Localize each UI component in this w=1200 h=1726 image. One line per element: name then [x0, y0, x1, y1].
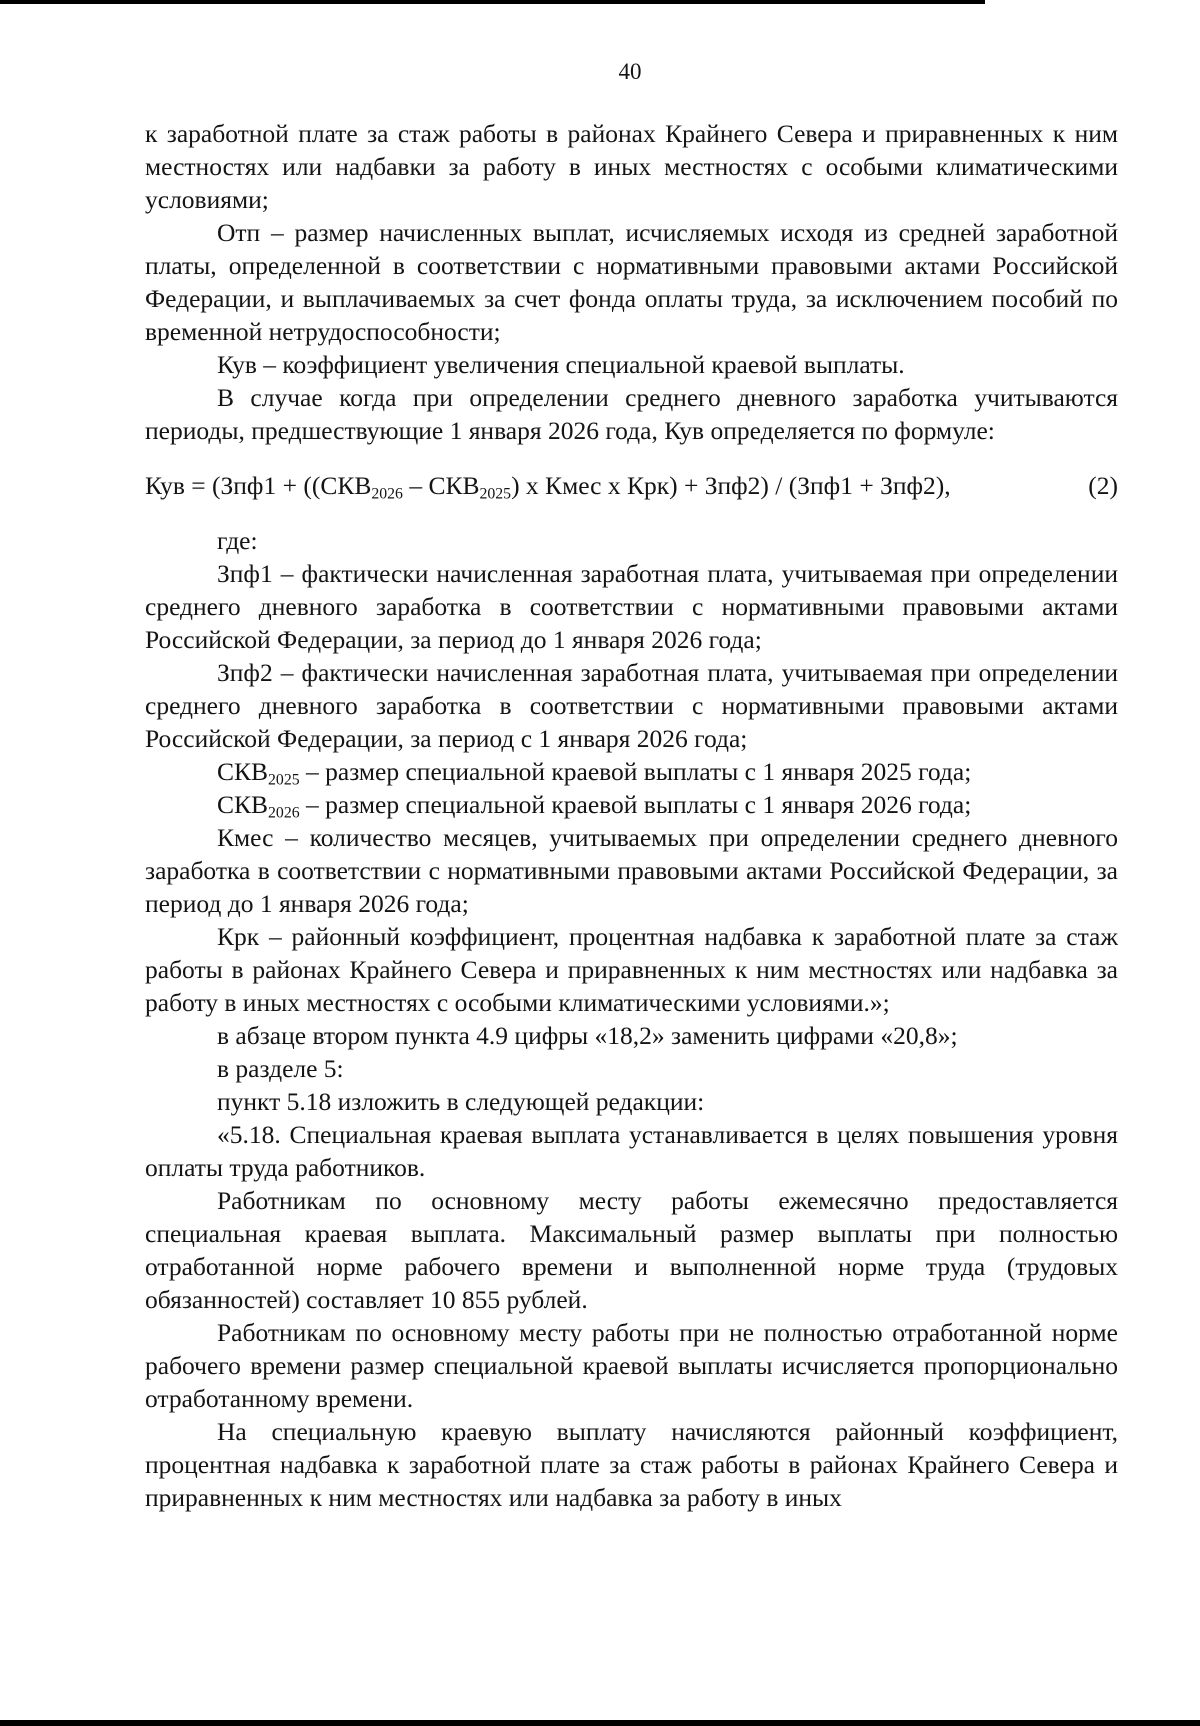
paragraph: Крк – районный коэффициент, процентная надбавка к заработной плате за стаж работы в районах Крайнего Севера и приравненных к ним местностях или надбавка за работу в иных местностях с особыми климатическими условиями.»;: [145, 922, 1118, 1017]
formula-number: (2): [1088, 471, 1118, 500]
paragraph: Зпф1 – фактически начисленная заработная плата, учитываемая при определении среднего дневного заработка в соответствии с нормативными правовыми актами Российской Федерации, за период до 1 января 2026 года;: [145, 559, 1118, 654]
scan-top-edge: [0, 0, 985, 4]
term: СКВ: [217, 790, 269, 819]
formula: [145, 469, 1118, 502]
paragraph: В случае когда при определении среднего дневного заработка учитываются периоды, предшествующие 1 января 2026 года, Кув определяется по формуле:: [145, 383, 1118, 445]
paragraph: Работникам по основному месту работы ежемесячно предоставляется специальная краевая выплата. Максимальный размер выплаты при полностью отработанной норме рабочего времени и выполненной норме труда (трудовых обязанностей) составляет 10 855 рублей.: [145, 1186, 1118, 1314]
paragraph: «5.18. Специальная краевая выплата устанавливается в целях повышения уровня оплаты труда работников.: [145, 1120, 1118, 1182]
formula-part: Кув = (Зпф1 + ((СКВ: [145, 471, 372, 500]
paragraph: На специальную краевую выплату начисляются районный коэффициент, процентная надбавка к заработной плате за стаж работы в районах Крайнего Севера и приравненных к ним местностях или надбавка за работу в иных: [145, 1417, 1118, 1512]
term-subscript: 2025: [268, 771, 300, 789]
term: СКВ: [217, 757, 269, 786]
formula-subscript: 2025: [479, 485, 512, 503]
paragraph: Кмес – количество месяцев, учитываемых при определении среднего дневного заработка в соответствии с нормативными правовыми актами Российской Федерации, за период до 1 января 2026 года;: [145, 823, 1118, 918]
paragraph: Зпф2 – фактически начисленная заработная плата, учитываемая при определении среднего дневного заработка в соответствии с нормативными правовыми актами Российской Федерации, за период с 1 января 2026 года;: [145, 658, 1118, 753]
formula-subscript: 2026: [371, 485, 403, 503]
formula-part: – СКВ: [402, 471, 480, 500]
paragraph: пункт 5.18 изложить в следующей редакции:: [217, 1087, 705, 1116]
term-definition: – размер специальной краевой выплаты с 1 января 2026 года;: [299, 790, 972, 819]
scan-bottom-edge: [0, 1720, 1200, 1726]
paragraph: [145, 788, 1118, 821]
paragraph: где:: [217, 526, 258, 555]
formula-expression: [145, 469, 951, 502]
paragraph: Кув – коэффициент увеличения специальной краевой выплаты.: [217, 350, 905, 379]
term-definition: – размер специальной краевой выплаты с 1 января 2025 года;: [299, 757, 972, 786]
formula-part: ) x Кмес x Крк) + Зпф2) / (Зпф1 + Зпф2),: [511, 471, 951, 500]
term-subscript: 2026: [268, 804, 300, 822]
page-number: 40: [618, 59, 642, 84]
paragraph: Работникам по основному месту работы при не полностью отработанной норме рабочего времени размер специальной краевой выплаты исчисляется пропорционально отработанному времени.: [145, 1318, 1118, 1413]
paragraph: в абзаце втором пункта 4.9 цифры «18,2» заменить цифрами «20,8»;: [217, 1021, 958, 1050]
paragraph: в разделе 5:: [217, 1054, 344, 1083]
paragraph: [145, 755, 1118, 788]
document-body: [145, 117, 1118, 1514]
paragraph: Отп – размер начисленных выплат, исчисляемых исходя из средней заработной платы, определенной в соответствии с нормативными правовыми актами Российской Федерации, и выплачиваемых за счет фонда оплаты труда, за исключением пособий по временной нетрудоспособности;: [145, 218, 1118, 346]
paragraph: к заработной плате за стаж работы в районах Крайнего Севера и приравненных к ним местностях или надбавки за работу в иных местностях с особыми климатическими условиями;: [145, 119, 1118, 214]
